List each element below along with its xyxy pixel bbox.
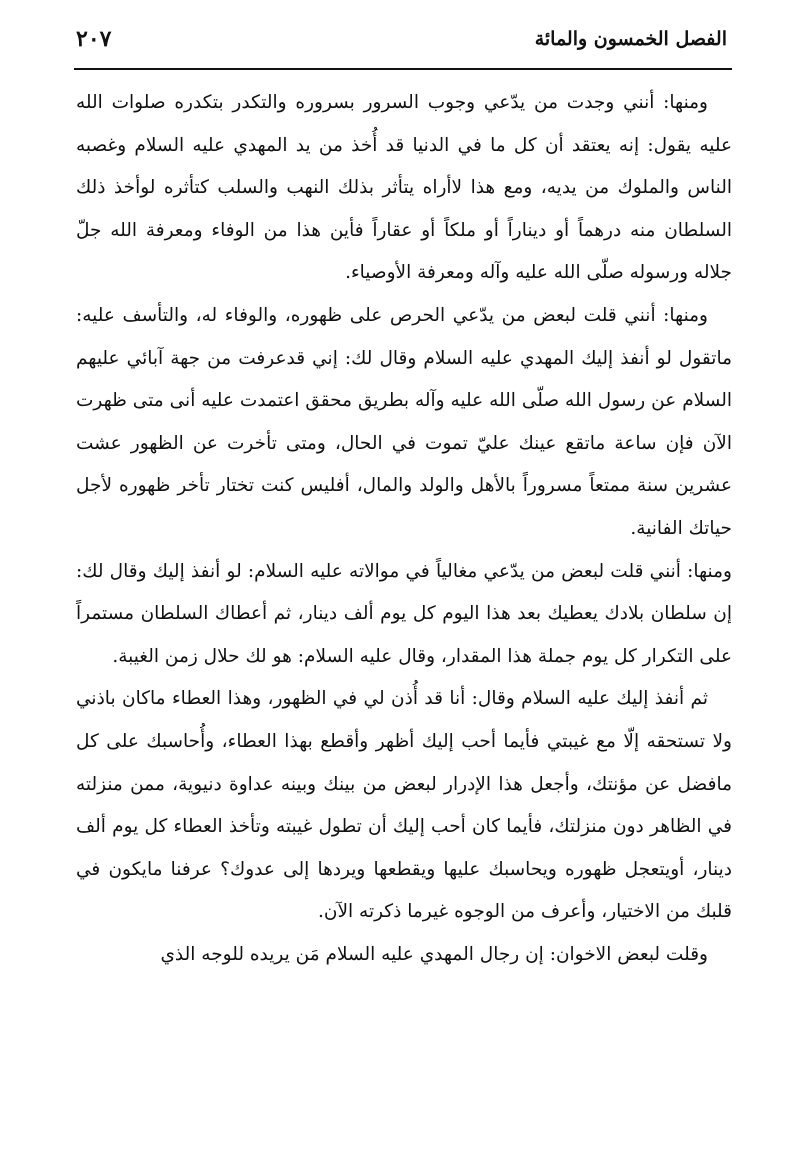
page-number: ٢٠٧ xyxy=(76,26,112,52)
paragraph: وقلت لبعض الاخوان: إن رجال المهدي عليه السلام مَن يريده للوجه الذي xyxy=(160,943,708,965)
body-text xyxy=(76,82,732,976)
paragraph: ومنها: أنني وجدت من يدّعي وجوب السرور بسروره والتكدر بتكدره صلوات الله عليه يقول: إنه يعتقد أن كل ما في الدنيا قد أُخذ من يد المهدي عليه السلام وغصبه الناس والملوك من يديه، ومع هذا لاأراه يتأثر بذلك النهب والسلب كتأثره لوأخذ ذلك السلطان منه درهماً أو ديناراً أو ملكاً أو عقاراً فأين هذا من الوفاء ومعرفة الله جلّ جلاله ورسوله صلّى الله عليه وآله ومعرفة الأوصياء. xyxy=(76,92,732,284)
paragraph: ومنها: أنني قلت لبعض من يدّعي مغالياً في موالاته عليه السلام: لو أنفذ إليك وقال لك: إن سلطان بلادك يعطيك بعد هذا اليوم كل يوم ألف دينار، ثم أعطاك السلطان مستمراً على التكرار كل يوم جملة هذا المقدار، وقال عليه السلام: هو لك حلال زمن الغيبة. xyxy=(76,560,732,667)
header-divider xyxy=(74,68,732,70)
chapter-title: الفصل الخمسون والمائة xyxy=(534,28,727,50)
paragraph: ومنها: أنني قلت لبعض من يدّعي الحرص على ظهوره، والوفاء له، والتأسف عليه: ماتقول لو أنفذ إليك المهدي عليه السلام وقال لك: إني قدعرفت من جهة آبائي عليهم السلام عن رسول الله صلّى الله عليه وآله بطريق محقق اعتمدت عليه أنى متى ظهرت الآن فإن ساعة ماتقع عينك عليّ تموت في الحال، ومتى تأخرت عن الظهور عشت عشرين سنة ممتعاً مسروراً بالأهل والولد والمال، أفليس كنت تختار تأخر ظهوره لأجل حياتك الفانية. xyxy=(76,304,732,539)
paragraph: ثم أنفذ إليك عليه السلام وقال: أنا قد أُذن لي في الظهور، وهذا العطاء ماكان باذني ولا تستحقه إلّا مع غيبتي فأيما أحب إليك أظهر وأقطع بهذا العطاء، وأُحاسبك على كل مافضل عن مؤنتك، وأجعل هذا الإدرار لبعض من بينك وبينه عداوة دنيوية، ممن منزلته في الظاهر دون منزلتك، فأيما كان أحب إليك أن تطول غيبته وتأخذ العطاء كل يوم ألف دينار، أويتعجل ظهوره ويحاسبك عليها ويقطعها ويردها إلى عدوك؟ عرفنا مايكون في قلبك من الاختيار، وأعرف من الوجوه غيرما ذكرته الآن. xyxy=(76,688,732,923)
page-header xyxy=(76,26,727,66)
